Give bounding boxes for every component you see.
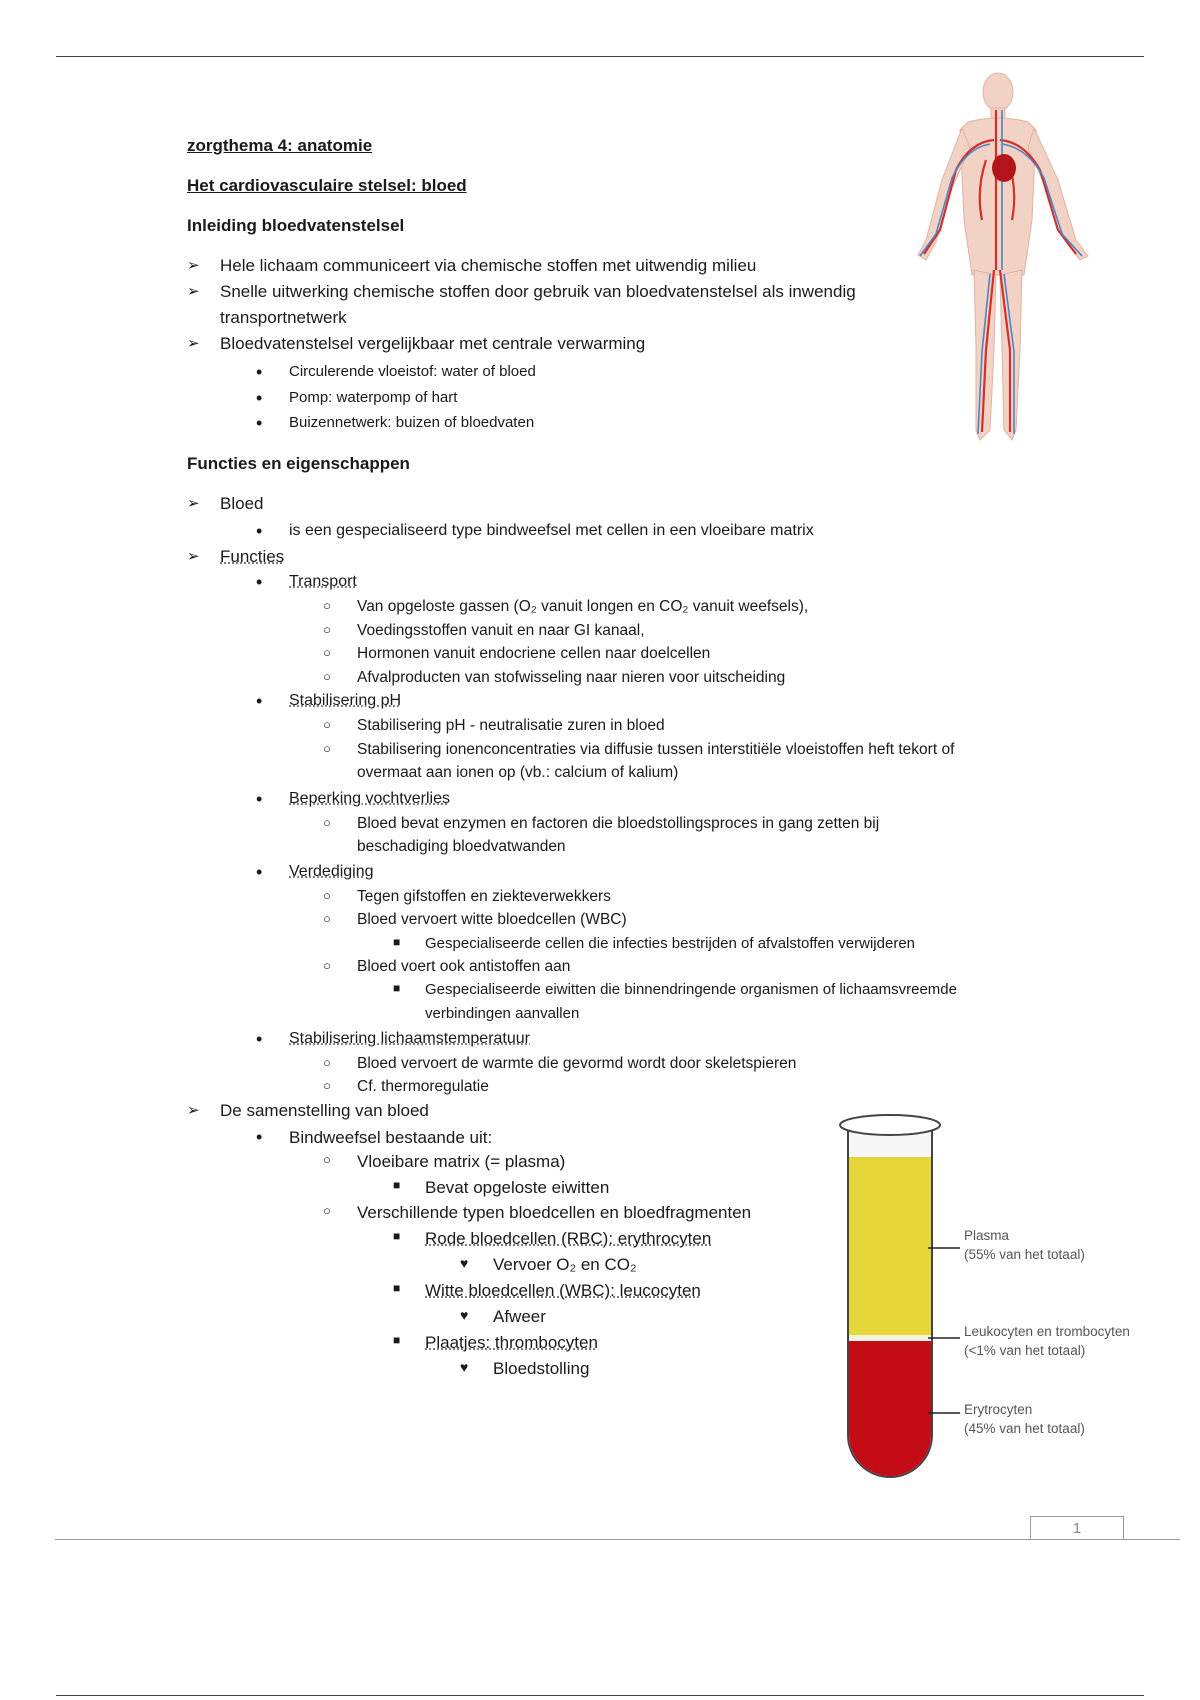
- top-rule: [56, 56, 1144, 57]
- circle-bullet-icon: ○: [323, 815, 331, 830]
- square-bullet-icon: ■: [393, 1229, 401, 1243]
- dot-bullet-icon: •: [256, 691, 263, 711]
- dot-bullet-icon: •: [256, 1127, 263, 1147]
- plasma-label-name: Plasma: [964, 1228, 1010, 1243]
- circle-bullet-icon: ○: [323, 717, 331, 732]
- dot-bullet-icon: •: [256, 572, 263, 592]
- leuko-label-percent: (<1% van het totaal): [964, 1343, 1086, 1358]
- dot-bullet-icon: •: [256, 521, 263, 541]
- arrow-bullet-icon: ➢: [187, 283, 200, 300]
- footer-rule: [55, 1539, 1180, 1540]
- square-bullet-icon: ■: [393, 1178, 401, 1192]
- section-heading-functies: Functies en eigenschappen: [187, 454, 410, 473]
- circle-bullet-icon: ○: [323, 741, 331, 756]
- dot-bullet-icon: •: [256, 388, 263, 408]
- plasma-label: [964, 1226, 1085, 1264]
- circle-bullet-icon: ○: [323, 669, 331, 684]
- leuko-label-name: Leukocyten en trombocyten: [964, 1324, 1130, 1339]
- circle-bullet-icon: ○: [323, 1203, 331, 1218]
- body-silhouette: [918, 73, 1088, 440]
- heart-bullet-icon: ♥: [460, 1307, 469, 1323]
- square-bullet-icon: ■: [393, 935, 401, 949]
- circle-bullet-icon: ○: [323, 958, 331, 973]
- circle-bullet-icon: ○: [323, 1152, 331, 1167]
- erythrocyte-layer: [849, 1341, 931, 1476]
- circle-bullet-icon: ○: [323, 645, 331, 660]
- ery-label: [964, 1400, 1085, 1438]
- heart-bullet-icon: ♥: [460, 1255, 469, 1271]
- heart-bullet-icon: ♥: [460, 1359, 469, 1375]
- circle-bullet-icon: ○: [323, 622, 331, 637]
- ery-label-name: Erytrocyten: [964, 1402, 1033, 1417]
- page-number: 1: [1030, 1516, 1124, 1539]
- arrow-bullet-icon: ➢: [187, 548, 200, 565]
- tube-rim: [840, 1115, 940, 1135]
- dot-bullet-icon: •: [256, 413, 263, 433]
- dot-bullet-icon: •: [256, 362, 263, 382]
- dot-bullet-icon: •: [256, 862, 263, 882]
- dot-bullet-icon: •: [256, 789, 263, 809]
- circle-bullet-icon: ○: [323, 598, 331, 613]
- dot-bullet-icon: •: [256, 1029, 263, 1049]
- arrow-bullet-icon: ➢: [187, 495, 200, 512]
- buffy-coat-layer: [849, 1335, 931, 1341]
- cardiovascular-body-illustration: [890, 70, 1100, 450]
- page-subtitle: Het cardiovasculaire stelsel: bloed: [187, 176, 467, 195]
- plasma-layer: [849, 1157, 931, 1335]
- circle-bullet-icon: ○: [323, 1078, 331, 1093]
- ery-label-percent: (45% van het totaal): [964, 1421, 1085, 1436]
- circle-bullet-icon: ○: [323, 1055, 331, 1070]
- square-bullet-icon: ■: [393, 1281, 401, 1295]
- arrow-bullet-icon: ➢: [187, 1102, 200, 1119]
- square-bullet-icon: ■: [393, 981, 401, 995]
- circle-bullet-icon: ○: [323, 911, 331, 926]
- bottom-rule: [56, 1695, 1144, 1696]
- arrow-bullet-icon: ➢: [187, 335, 200, 352]
- section-heading-intro: Inleiding bloedvatenstelsel: [187, 216, 405, 235]
- plasma-label-percent: (55% van het totaal): [964, 1247, 1085, 1262]
- heart-icon: [992, 154, 1016, 182]
- leuko-label: [964, 1322, 1130, 1360]
- arrow-bullet-icon: ➢: [187, 257, 200, 274]
- circle-bullet-icon: ○: [323, 888, 331, 903]
- page-title: zorgthema 4: anatomie: [187, 136, 373, 155]
- square-bullet-icon: ■: [393, 1333, 401, 1347]
